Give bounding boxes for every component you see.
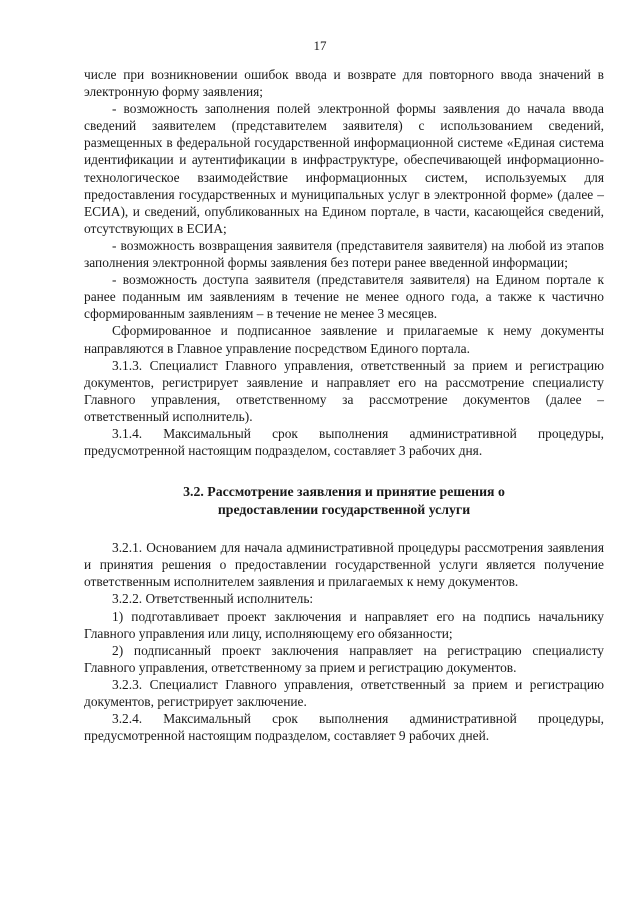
paragraph-continuation: числе при возникновении ошибок ввода и возврате для повторного ввода значений в электронную форму заявления;	[84, 67, 604, 100]
paragraph-3-2-4: 3.2.4. Максимальный срок выполнения административной процедуры, предусмотренной настоящим подразделом, составляет 9 рабочих дней.	[84, 711, 604, 744]
paragraph-submission: Сформированное и подписанное заявление и прилагаемые к нему документы направляются в Главное управление посредством Единого портала.	[84, 323, 604, 356]
section-heading-line-2: предоставлении государственной услуги	[217, 502, 471, 518]
list-item-prepare-conclusion: 1) подготавливает проект заключения и направляет его на подпись начальнику Главного управления или лицу, исполняющему его обязанности;	[84, 608, 604, 641]
paragraph-3-2-2: 3.2.2. Ответственный исполнитель:	[112, 591, 314, 607]
paragraph-3-1-3: 3.1.3. Специалист Главного управления, ответственный за прием и регистрацию документов, регистрирует заявление и направляет его на рассмотрение специалисту Главного управления, ответственному за рассмотрение документов (далее – ответственный исполнитель).	[84, 357, 604, 424]
page-number: 17	[313, 38, 327, 53]
list-item-register-conclusion: 2) подписанный проект заключения направляет на регистрацию специалисту Главного управления, ответственному за прием и регистрацию документов.	[84, 642, 604, 675]
section-heading-line-1: 3.2. Рассмотрение заявления и принятие решения о	[183, 484, 505, 500]
list-item-field-prefill: - возможность заполнения полей электронной формы заявления до начала ввода сведений заявителем (представителем заявителя) с использованием сведений, размещенных в федеральной государственной информационной системе «Единая система идентификации и аутентификации в инфраструктуре, обеспечивающей информационно-технологическое взаимодействие информационных систем, используемых для предоставления государственных и муниципальных услуг в электронной форме» (далее – ЕСИА), и сведений, опубликованных на Едином портале, в части, касающейся сведений, отсутствующих в ЕСИА;	[84, 101, 604, 236]
paragraph-3-1-4: 3.1.4. Максимальный срок выполнения административной процедуры, предусмотренной настоящим подразделом, составляет 3 рабочих дня.	[84, 425, 604, 459]
document-body	[84, 66, 604, 744]
list-item-return-to-step: - возможность возвращения заявителя (представителя заявителя) на любой из этапов заполнения электронной формы заявления без потери ранее введенной информации;	[84, 237, 604, 271]
list-item-access-applications: - возможность доступа заявителя (представителя заявителя) на Едином портале к ранее поданным им заявлениям в течение не менее одного года, а также к частично сформированным заявлениям – в течение не менее 3 месяцев.	[84, 272, 604, 322]
section-heading-3-2	[84, 483, 604, 519]
paragraph-3-2-3: 3.2.3. Специалист Главного управления, ответственный за прием и регистрацию документов, регистрирует заключение.	[84, 676, 604, 709]
paragraph-3-2-1: 3.2.1. Основанием для начала административной процедуры рассмотрения заявления и принятия решения о предоставлении государственной услуги является получение ответственным исполнителем заявления и прилагаемых к нему документов.	[84, 540, 604, 590]
